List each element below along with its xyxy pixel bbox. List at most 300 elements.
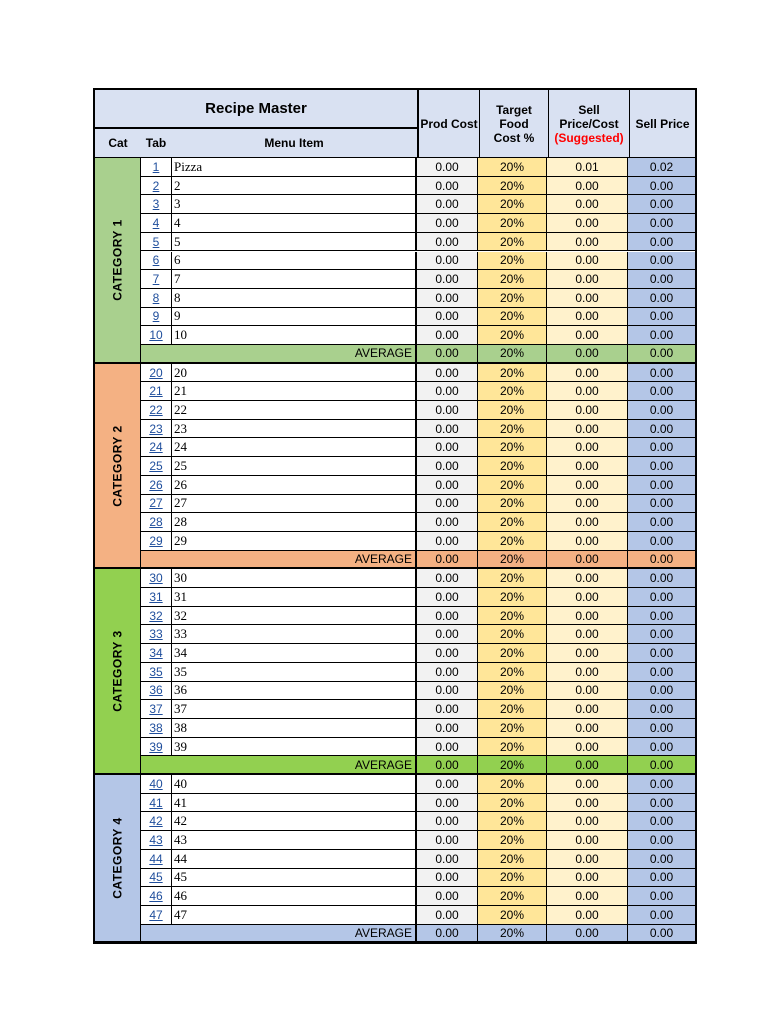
sell-price-cell[interactable]: 0.00 xyxy=(628,457,695,476)
target-food-cost-cell[interactable]: 20% xyxy=(478,214,547,233)
target-food-cost-cell[interactable]: 20% xyxy=(478,420,547,439)
prod-cost-cell[interactable]: 0.00 xyxy=(417,233,478,252)
target-food-cost-cell[interactable]: 20% xyxy=(478,382,547,401)
prod-cost-cell[interactable]: 0.00 xyxy=(417,775,478,794)
target-food-cost-cell[interactable]: 20% xyxy=(478,476,547,495)
table-row xyxy=(141,214,695,233)
suggested-price-cell[interactable]: 0.00 xyxy=(547,289,628,308)
category-name: CATEGORY 3 xyxy=(110,630,125,712)
sell-price-cell[interactable]: 0.00 xyxy=(628,794,695,813)
sell-price-cell[interactable]: 0.00 xyxy=(628,906,695,925)
target-food-cost-cell[interactable]: 20% xyxy=(478,625,547,644)
average-suggested-price: 0.00 xyxy=(547,925,628,944)
suggested-price-cell[interactable]: 0.00 xyxy=(547,513,628,532)
tab-link[interactable]: 10 xyxy=(149,328,163,343)
menu-item-cell[interactable]: 43 xyxy=(171,831,417,850)
tab-link[interactable]: 23 xyxy=(149,421,163,436)
prod-cost-cell[interactable]: 0.00 xyxy=(417,794,478,813)
sell-price-cell[interactable]: 0.00 xyxy=(628,831,695,850)
suggested-price-cell[interactable]: 0.00 xyxy=(547,457,628,476)
menu-item-cell[interactable]: 25 xyxy=(171,457,417,476)
table-row xyxy=(141,177,695,196)
prod-cost-cell[interactable]: 0.00 xyxy=(417,625,478,644)
tab-link[interactable]: 42 xyxy=(149,814,163,829)
sell-price-cell[interactable]: 0.00 xyxy=(628,195,695,214)
menu-item-cell[interactable]: 5 xyxy=(171,233,417,252)
menu-item-cell[interactable]: 22 xyxy=(171,401,417,420)
tab-link[interactable]: 2 xyxy=(152,178,160,193)
suggested-price-cell[interactable]: 0.00 xyxy=(547,382,628,401)
table-row xyxy=(141,588,695,607)
category-block xyxy=(95,364,695,570)
average-target-food-cost: 20% xyxy=(478,345,547,364)
prod-cost-cell[interactable]: 0.00 xyxy=(417,831,478,850)
menu-item-cell[interactable]: 7 xyxy=(171,270,417,289)
suggested-price-cell[interactable]: 0.00 xyxy=(547,532,628,551)
sell-price-cell[interactable]: 0.00 xyxy=(628,382,695,401)
menu-item-cell[interactable]: 40 xyxy=(171,775,417,794)
target-food-cost-cell[interactable]: 20% xyxy=(478,719,547,738)
tab-link[interactable]: 45 xyxy=(149,870,163,885)
prod-cost-cell[interactable]: 0.00 xyxy=(417,644,478,663)
tab-link[interactable]: 31 xyxy=(149,589,163,604)
menu-item-cell[interactable]: 2 xyxy=(171,177,417,196)
tab-cell xyxy=(141,364,171,383)
sell-price-cell[interactable]: 0.00 xyxy=(628,270,695,289)
tab-link[interactable]: 7 xyxy=(152,272,160,287)
tab-cell xyxy=(141,850,171,869)
suggested-price-cell[interactable]: 0.00 xyxy=(547,308,628,327)
suggested-price-cell[interactable]: 0.00 xyxy=(547,663,628,682)
tab-link[interactable]: 40 xyxy=(149,776,163,791)
menu-item-cell[interactable]: 38 xyxy=(171,719,417,738)
target-food-cost-cell[interactable]: 20% xyxy=(478,794,547,813)
sell-price-cell[interactable]: 0.00 xyxy=(628,850,695,869)
target-food-cost-cell[interactable]: 20% xyxy=(478,513,547,532)
average-label: AVERAGE xyxy=(141,925,417,944)
prod-cost-cell[interactable]: 0.00 xyxy=(417,308,478,327)
table-row xyxy=(141,682,695,701)
prod-cost-cell[interactable]: 0.00 xyxy=(417,869,478,888)
prod-cost-cell[interactable]: 0.00 xyxy=(417,420,478,439)
menu-item-cell[interactable]: 35 xyxy=(171,663,417,682)
menu-item-cell[interactable]: 24 xyxy=(171,438,417,457)
target-food-cost-cell[interactable]: 20% xyxy=(478,607,547,626)
prod-cost-cell[interactable]: 0.00 xyxy=(417,607,478,626)
suggested-price-cell[interactable]: 0.00 xyxy=(547,682,628,701)
target-food-cost-cell[interactable]: 20% xyxy=(478,644,547,663)
tab-cell xyxy=(141,794,171,813)
menu-item-cell[interactable]: 26 xyxy=(171,476,417,495)
sell-price-cell[interactable]: 0.00 xyxy=(628,289,695,308)
prod-cost-cell[interactable]: 0.00 xyxy=(417,682,478,701)
table-row xyxy=(141,457,695,476)
suggested-price-cell[interactable]: 0.00 xyxy=(547,326,628,345)
menu-item-cell[interactable]: 9 xyxy=(171,308,417,327)
sell-price-cell[interactable]: 0.00 xyxy=(628,700,695,719)
target-food-cost-cell[interactable]: 20% xyxy=(478,887,547,906)
average-target-food-cost: 20% xyxy=(478,551,547,570)
target-food-cost-cell[interactable]: 20% xyxy=(478,532,547,551)
tab-cell xyxy=(141,812,171,831)
suggested-price-cell[interactable]: 0.00 xyxy=(547,869,628,888)
prod-cost-cell[interactable]: 0.00 xyxy=(417,700,478,719)
tab-link[interactable]: 26 xyxy=(149,477,163,492)
prod-cost-cell[interactable]: 0.00 xyxy=(417,532,478,551)
suggested-price-cell[interactable]: 0.00 xyxy=(547,270,628,289)
target-food-cost-cell[interactable]: 20% xyxy=(478,158,547,177)
average-target-food-cost: 20% xyxy=(478,925,547,944)
sell-price-cell[interactable]: 0.00 xyxy=(628,364,695,383)
target-food-cost-cell[interactable]: 20% xyxy=(478,252,547,271)
target-food-cost-cell[interactable]: 20% xyxy=(478,364,547,383)
menu-item-cell[interactable]: 21 xyxy=(171,382,417,401)
tab-link[interactable]: 34 xyxy=(149,646,163,661)
suggested-price-cell[interactable]: 0.00 xyxy=(547,719,628,738)
prod-cost-cell[interactable]: 0.00 xyxy=(417,401,478,420)
prod-cost-cell[interactable]: 0.00 xyxy=(417,177,478,196)
tab-cell xyxy=(141,252,171,271)
sell-price-cell[interactable]: 0.00 xyxy=(628,719,695,738)
menu-item-cell[interactable]: 47 xyxy=(171,906,417,925)
tab-cell xyxy=(141,233,171,252)
tab-link[interactable]: 32 xyxy=(149,608,163,623)
tab-cell xyxy=(141,682,171,701)
sell-price-cell[interactable]: 0.00 xyxy=(628,513,695,532)
target-food-cost-cell[interactable]: 20% xyxy=(478,812,547,831)
average-suggested-price: 0.00 xyxy=(547,551,628,570)
tab-cell xyxy=(141,457,171,476)
table-row xyxy=(141,887,695,906)
menu-item-cell[interactable]: 27 xyxy=(171,495,417,514)
prod-cost-cell[interactable]: 0.00 xyxy=(417,812,478,831)
sell-price-cell[interactable]: 0.00 xyxy=(628,738,695,757)
sell-price-cell[interactable]: 0.00 xyxy=(628,252,695,271)
category-name: CATEGORY 2 xyxy=(110,424,125,507)
menu-item-cell[interactable]: 8 xyxy=(171,289,417,308)
sell-price-cell[interactable]: 0.00 xyxy=(628,532,695,551)
table-row xyxy=(141,438,695,457)
tab-cell xyxy=(141,906,171,925)
menu-item-cell[interactable]: 45 xyxy=(171,869,417,888)
table-row xyxy=(141,700,695,719)
target-food-cost-cell[interactable]: 20% xyxy=(478,738,547,757)
tab-link[interactable]: 27 xyxy=(149,496,163,511)
table-row xyxy=(141,869,695,888)
table-row xyxy=(141,252,695,271)
menu-item-cell[interactable]: 32 xyxy=(171,607,417,626)
sell-price-cell[interactable]: 0.00 xyxy=(628,420,695,439)
menu-item-cell[interactable]: Pizza xyxy=(171,158,417,177)
table-row xyxy=(141,158,695,177)
sell-price-cell[interactable]: 0.00 xyxy=(628,682,695,701)
category-label xyxy=(95,158,141,364)
suggested-price-cell[interactable]: 0.00 xyxy=(547,569,628,588)
prod-cost-cell[interactable]: 0.00 xyxy=(417,476,478,495)
menu-item-cell[interactable]: 23 xyxy=(171,420,417,439)
table-row xyxy=(141,663,695,682)
menu-item-cell[interactable]: 33 xyxy=(171,625,417,644)
suggested-price-cell[interactable]: 0.00 xyxy=(547,775,628,794)
average-suggested-price: 0.00 xyxy=(547,345,628,364)
suggested-price-cell[interactable]: 0.00 xyxy=(547,177,628,196)
suggested-price-cell[interactable]: 0.00 xyxy=(547,252,628,271)
prod-cost-cell[interactable]: 0.00 xyxy=(417,569,478,588)
tab-link[interactable]: 39 xyxy=(149,739,163,754)
suggested-price-cell[interactable]: 0.00 xyxy=(547,233,628,252)
target-food-cost-cell[interactable]: 20% xyxy=(478,495,547,514)
suggested-price-cell[interactable]: 0.00 xyxy=(547,831,628,850)
tab-link[interactable]: 21 xyxy=(149,384,163,399)
sell-price-cell[interactable]: 0.00 xyxy=(628,308,695,327)
target-food-cost-cell[interactable]: 20% xyxy=(478,569,547,588)
target-food-cost-cell[interactable]: 20% xyxy=(478,831,547,850)
prod-cost-cell[interactable]: 0.00 xyxy=(417,214,478,233)
average-row xyxy=(141,756,695,775)
prod-cost-cell[interactable]: 0.00 xyxy=(417,850,478,869)
tab-link[interactable]: 44 xyxy=(149,851,163,866)
target-food-cost-cell[interactable]: 20% xyxy=(478,682,547,701)
sell-price-cell[interactable]: 0.00 xyxy=(628,812,695,831)
tab-link[interactable]: 47 xyxy=(149,907,163,922)
prod-cost-cell[interactable]: 0.00 xyxy=(417,252,478,271)
tab-link[interactable]: 6 xyxy=(152,253,160,268)
sell-price-cell[interactable]: 0.00 xyxy=(628,588,695,607)
suggested-price-cell[interactable]: 0.00 xyxy=(547,625,628,644)
sell-price-cell[interactable]: 0.00 xyxy=(628,438,695,457)
prod-cost-cell[interactable]: 0.00 xyxy=(417,364,478,383)
suggested-price-cell[interactable]: 0.00 xyxy=(547,850,628,869)
category-label xyxy=(95,569,141,775)
sell-price-cell[interactable]: 0.00 xyxy=(628,569,695,588)
table-row xyxy=(141,270,695,289)
table-row xyxy=(141,495,695,514)
menu-item-cell[interactable]: 10 xyxy=(171,326,417,345)
target-food-cost-cell[interactable]: 20% xyxy=(478,289,547,308)
tab-cell xyxy=(141,644,171,663)
target-food-cost-cell[interactable]: 20% xyxy=(478,700,547,719)
header-sell-price: Sell Price xyxy=(630,90,695,158)
table-row xyxy=(141,812,695,831)
table-row xyxy=(141,794,695,813)
target-food-cost-cell[interactable]: 20% xyxy=(478,326,547,345)
tab-link[interactable]: 41 xyxy=(149,795,163,810)
category-name: CATEGORY 1 xyxy=(110,219,125,301)
menu-item-cell[interactable]: 36 xyxy=(171,682,417,701)
target-food-cost-cell[interactable]: 20% xyxy=(478,270,547,289)
suggested-price-cell[interactable]: 0.00 xyxy=(547,644,628,663)
suggested-price-cell[interactable]: 0.00 xyxy=(547,364,628,383)
tab-link[interactable]: 30 xyxy=(149,571,163,586)
table-row xyxy=(141,532,695,551)
prod-cost-cell[interactable]: 0.00 xyxy=(417,326,478,345)
menu-item-cell[interactable]: 30 xyxy=(171,569,417,588)
tab-link[interactable]: 4 xyxy=(152,215,160,230)
target-food-cost-cell[interactable]: 20% xyxy=(478,850,547,869)
tab-cell xyxy=(141,476,171,495)
menu-item-cell[interactable]: 3 xyxy=(171,195,417,214)
prod-cost-cell[interactable]: 0.00 xyxy=(417,663,478,682)
target-food-cost-cell[interactable]: 20% xyxy=(478,663,547,682)
sell-price-cell[interactable]: 0.00 xyxy=(628,663,695,682)
suggested-price-cell[interactable]: 0.00 xyxy=(547,214,628,233)
menu-item-cell[interactable]: 31 xyxy=(171,588,417,607)
sell-price-cell[interactable]: 0.00 xyxy=(628,775,695,794)
sell-price-cell[interactable]: 0.00 xyxy=(628,214,695,233)
menu-item-cell[interactable]: 4 xyxy=(171,214,417,233)
target-food-cost-cell[interactable]: 20% xyxy=(478,775,547,794)
table-row xyxy=(141,233,695,252)
average-label: AVERAGE xyxy=(141,756,417,775)
suggested-price-cell[interactable]: 0.00 xyxy=(547,906,628,925)
tab-cell xyxy=(141,532,171,551)
sell-price-cell[interactable]: 0.00 xyxy=(628,326,695,345)
suggested-price-cell[interactable]: 0.00 xyxy=(547,438,628,457)
tab-cell xyxy=(141,438,171,457)
sell-price-cell[interactable]: 0.00 xyxy=(628,869,695,888)
prod-cost-cell[interactable]: 0.00 xyxy=(417,588,478,607)
tab-link[interactable]: 9 xyxy=(152,309,160,324)
suggested-price-cell[interactable]: 0.00 xyxy=(547,812,628,831)
tab-link[interactable]: 35 xyxy=(149,664,163,679)
table-row xyxy=(141,364,695,383)
table-row xyxy=(141,831,695,850)
prod-cost-cell[interactable]: 0.00 xyxy=(417,719,478,738)
suggested-price-cell[interactable]: 0.00 xyxy=(547,401,628,420)
tab-link[interactable]: 28 xyxy=(149,515,163,530)
sell-price-cell[interactable]: 0.00 xyxy=(628,644,695,663)
prod-cost-cell[interactable]: 0.00 xyxy=(417,738,478,757)
tab-link[interactable]: 20 xyxy=(149,365,163,380)
tab-link[interactable]: 36 xyxy=(149,683,163,698)
sell-price-cell[interactable]: 0.00 xyxy=(628,177,695,196)
header-target-food-cost: Target Food Cost % xyxy=(480,90,549,158)
header-menu-item: Menu Item xyxy=(171,129,419,158)
prod-cost-cell[interactable]: 0.00 xyxy=(417,270,478,289)
prod-cost-cell[interactable]: 0.00 xyxy=(417,289,478,308)
tab-link[interactable]: 5 xyxy=(152,234,160,249)
tab-cell xyxy=(141,177,171,196)
target-food-cost-cell[interactable]: 20% xyxy=(478,438,547,457)
tab-link[interactable]: 3 xyxy=(152,197,160,212)
menu-item-cell[interactable]: 20 xyxy=(171,364,417,383)
average-sell-price: 0.00 xyxy=(628,551,695,570)
target-food-cost-cell[interactable]: 20% xyxy=(478,177,547,196)
sell-price-cell[interactable]: 0.00 xyxy=(628,607,695,626)
prod-cost-cell[interactable]: 0.00 xyxy=(417,158,478,177)
target-food-cost-cell[interactable]: 20% xyxy=(478,308,547,327)
menu-item-cell[interactable]: 6 xyxy=(171,252,417,271)
sell-price-cell[interactable]: 0.02 xyxy=(628,158,695,177)
suggested-price-cell[interactable]: 0.01 xyxy=(547,158,628,177)
menu-item-cell[interactable]: 41 xyxy=(171,794,417,813)
target-food-cost-cell[interactable]: 20% xyxy=(478,869,547,888)
prod-cost-cell[interactable]: 0.00 xyxy=(417,887,478,906)
menu-item-cell[interactable]: 37 xyxy=(171,700,417,719)
prod-cost-cell[interactable]: 0.00 xyxy=(417,513,478,532)
tab-link[interactable]: 1 xyxy=(152,159,160,174)
table-row xyxy=(141,850,695,869)
menu-item-cell[interactable]: 28 xyxy=(171,513,417,532)
target-food-cost-cell[interactable]: 20% xyxy=(478,906,547,925)
average-prod-cost: 0.00 xyxy=(417,551,478,570)
sell-price-cell[interactable]: 0.00 xyxy=(628,887,695,906)
target-food-cost-cell[interactable]: 20% xyxy=(478,401,547,420)
tab-cell xyxy=(141,401,171,420)
suggested-price-cell[interactable]: 0.00 xyxy=(547,887,628,906)
tab-link[interactable]: 37 xyxy=(149,702,163,717)
target-food-cost-cell[interactable]: 20% xyxy=(478,233,547,252)
prod-cost-cell[interactable]: 0.00 xyxy=(417,495,478,514)
menu-item-cell[interactable]: 34 xyxy=(171,644,417,663)
suggested-price-cell[interactable]: 0.00 xyxy=(547,794,628,813)
menu-item-cell[interactable]: 46 xyxy=(171,887,417,906)
sell-price-cell[interactable]: 0.00 xyxy=(628,233,695,252)
suggested-price-cell[interactable]: 0.00 xyxy=(547,738,628,757)
tab-link[interactable]: 24 xyxy=(149,440,163,455)
average-sell-price: 0.00 xyxy=(628,756,695,775)
table-row xyxy=(141,326,695,345)
table-row xyxy=(141,382,695,401)
tab-cell xyxy=(141,569,171,588)
header-sell-price-cost xyxy=(549,90,630,158)
prod-cost-cell[interactable]: 0.00 xyxy=(417,906,478,925)
prod-cost-cell[interactable]: 0.00 xyxy=(417,382,478,401)
suggested-price-cell[interactable]: 0.00 xyxy=(547,420,628,439)
header-tab: Tab xyxy=(141,129,171,158)
tab-link[interactable]: 29 xyxy=(149,533,163,548)
recipe-master-sheet xyxy=(93,88,697,944)
tab-link[interactable]: 22 xyxy=(149,402,163,417)
menu-item-cell[interactable]: 39 xyxy=(171,738,417,757)
menu-item-cell[interactable]: 29 xyxy=(171,532,417,551)
suggested-price-cell[interactable]: 0.00 xyxy=(547,607,628,626)
sell-price-cell[interactable]: 0.00 xyxy=(628,625,695,644)
tab-link[interactable]: 8 xyxy=(152,290,160,305)
prod-cost-cell[interactable]: 0.00 xyxy=(417,195,478,214)
prod-cost-cell[interactable]: 0.00 xyxy=(417,438,478,457)
suggested-price-cell[interactable]: 0.00 xyxy=(547,495,628,514)
menu-item-cell[interactable]: 42 xyxy=(171,812,417,831)
table-row xyxy=(141,644,695,663)
tab-link[interactable]: 25 xyxy=(149,459,163,474)
suggested-price-cell[interactable]: 0.00 xyxy=(547,588,628,607)
suggested-price-cell[interactable]: 0.00 xyxy=(547,700,628,719)
tab-cell xyxy=(141,775,171,794)
category-block xyxy=(95,775,695,943)
tab-link[interactable]: 38 xyxy=(149,720,163,735)
tab-cell xyxy=(141,270,171,289)
tab-link[interactable]: 46 xyxy=(149,889,163,904)
target-food-cost-cell[interactable]: 20% xyxy=(478,195,547,214)
average-prod-cost: 0.00 xyxy=(417,925,478,944)
sell-price-cell[interactable]: 0.00 xyxy=(628,401,695,420)
suggested-price-cell[interactable]: 0.00 xyxy=(547,195,628,214)
target-food-cost-cell[interactable]: 20% xyxy=(478,588,547,607)
suggested-price-cell[interactable]: 0.00 xyxy=(547,476,628,495)
prod-cost-cell[interactable]: 0.00 xyxy=(417,457,478,476)
target-food-cost-cell[interactable]: 20% xyxy=(478,457,547,476)
tab-link[interactable]: 43 xyxy=(149,833,163,848)
tab-cell xyxy=(141,158,171,177)
menu-item-cell[interactable]: 44 xyxy=(171,850,417,869)
sell-price-cell[interactable]: 0.00 xyxy=(628,495,695,514)
sell-price-cell[interactable]: 0.00 xyxy=(628,476,695,495)
tab-cell xyxy=(141,326,171,345)
table-row xyxy=(141,738,695,757)
tab-cell xyxy=(141,588,171,607)
tab-link[interactable]: 33 xyxy=(149,627,163,642)
